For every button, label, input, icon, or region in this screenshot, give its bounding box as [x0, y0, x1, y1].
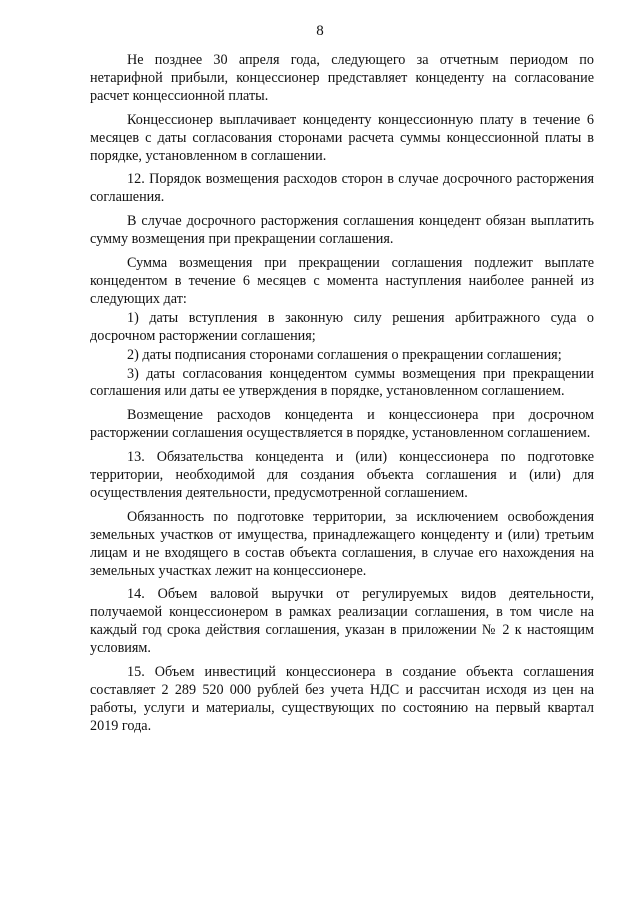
- document-body: [90, 52, 594, 742]
- paragraph: В случае досрочного расторжения соглашения концедент обязан выплатить сумму возмещения при прекращении соглашения.: [90, 213, 594, 248]
- section-heading-13: 13. Обязательства концедента и (или) концессионера по подготовке территории, необходимой для создания объекта соглашения и (или) для осуществления деятельности, предусмотренной соглашением.: [90, 449, 594, 501]
- list-item: 2) даты подписания сторонами соглашения о прекращении соглашения;: [127, 346, 562, 363]
- paragraph: Сумма возмещения при прекращении соглашения подлежит выплате концедентом в течение 6 месяцев с момента наступления наиболее ранней из следующих дат:: [90, 255, 594, 307]
- paragraph: Обязанность по подготовке территории, за исключением освобождения земельных участков от имущества, принадлежащего концеденту и (или) третьим лицам и не входящего в состав объекта соглашения, в случае его нахождения на земельных участках лежит на концессионере.: [90, 508, 594, 579]
- list-item: 1) даты вступления в законную силу решения арбитражного суда о досрочном расторжении соглашения;: [90, 309, 594, 344]
- section-heading-15: 15. Объем инвестиций концессионера в создание объекта соглашения составляет 2 289 520 000 рублей без учета НДС и рассчитан исходя из цен на работы, услуги и материалы, существующих по состоянию на первый квартал 2019 года.: [90, 664, 594, 734]
- paragraph: Не позднее 30 апреля года, следующего за отчетным периодом по нетарифной прибыли, концессионер представляет концеденту на согласование расчет концессионной платы.: [90, 52, 594, 104]
- section-heading-14: 14. Объем валовой выручки от регулируемых видов деятельности, получаемой концессионером в рамках реализации соглашения, в том числе на каждый год срока действия соглашения, указан в приложении № 2 к настоящим условиям.: [90, 586, 594, 657]
- page-number: 8: [316, 23, 324, 39]
- paragraph: Концессионер выплачивает концеденту концессионную плату в течение 6 месяцев с даты согласования сторонами расчета суммы концессионной платы в порядке, установленном в соглашении.: [90, 111, 594, 164]
- section-heading-12: 12. Порядок возмещения расходов сторон в случае досрочного расторжения соглашения.: [90, 171, 594, 206]
- paragraph: Возмещение расходов концедента и концессионера при досрочном расторжении соглашения осуществляется в порядке, установленном соглашением.: [90, 407, 594, 442]
- list-item: 3) даты согласования концедентом суммы возмещения при прекращении соглашения или даты ее утверждения в порядке, установленном соглашением.: [90, 365, 594, 400]
